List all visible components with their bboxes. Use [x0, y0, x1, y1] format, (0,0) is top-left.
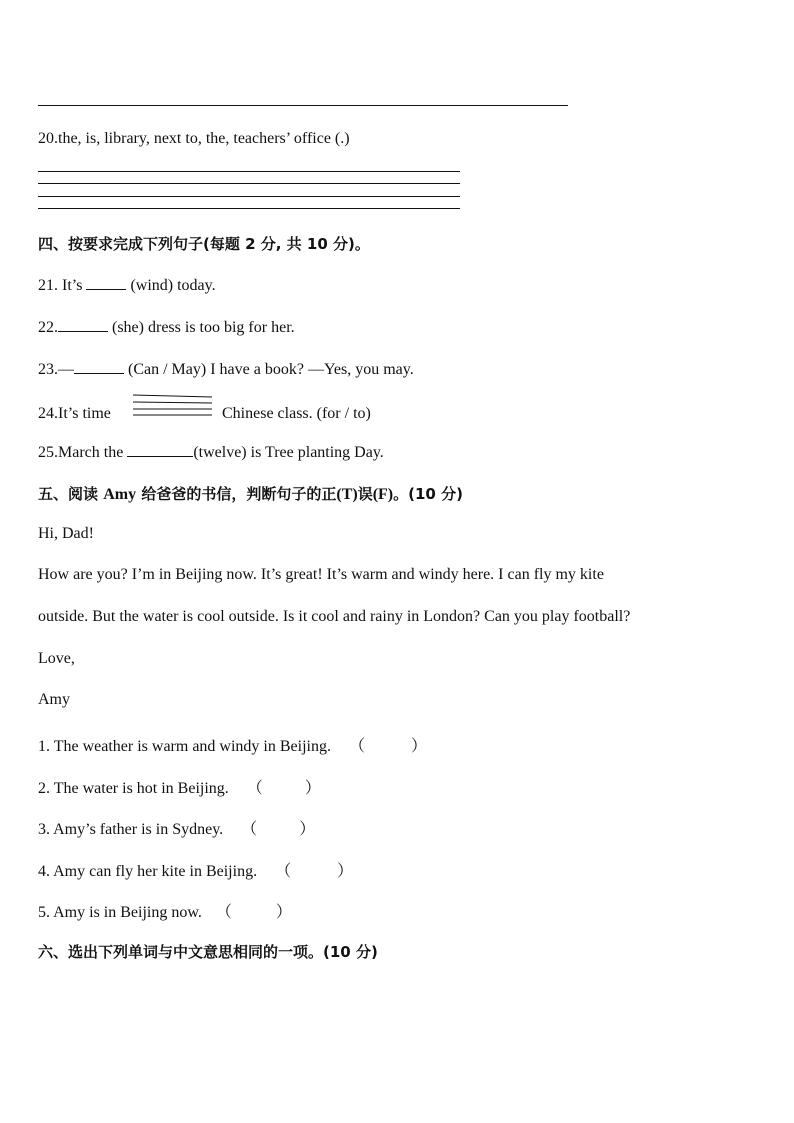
section-4-heading: 四、按要求完成下列句子(每题 2 分, 共 10 分)。: [38, 235, 370, 253]
letter-line-1: How are you? I’m in Beijing now. It’s great! It’s warm and windy here. I can fly my kite: [38, 566, 604, 583]
question-number: 21.: [38, 277, 58, 294]
section-6-heading: 六、选出下列单词与中文意思相同的一项。(10 分): [38, 943, 378, 961]
statement-text: 1. The weather is warm and windy in Beijing.: [38, 738, 331, 755]
heading-part: 误: [357, 485, 373, 503]
heading-part: 给爸爸的书信，判断句子的正: [136, 485, 337, 503]
answer-bracket[interactable]: （ ）: [241, 821, 316, 838]
question-22: [38, 317, 295, 337]
question-24: [38, 405, 111, 423]
question-text-after: (wind) today.: [130, 277, 216, 294]
answer-line-20-4: [38, 208, 460, 209]
statement-2: [38, 775, 321, 798]
letter-greeting: Hi, Dad!: [38, 525, 94, 542]
question-20: [38, 130, 350, 148]
answer-line-20-1: [38, 171, 460, 172]
question-25: [38, 442, 384, 462]
question-text-before: March the: [58, 444, 124, 461]
answer-line-20-3: [38, 196, 460, 197]
section-5-heading: [38, 483, 463, 504]
question-text-after: (twelve) is Tree planting Day.: [193, 444, 384, 461]
question-24-after: Chinese class. (for / to): [222, 405, 371, 422]
question-text-before: It’s: [62, 277, 83, 294]
statement-4: [38, 858, 353, 881]
answer-bracket[interactable]: （ ）: [348, 738, 428, 755]
question-23: [38, 359, 414, 379]
letter-signature: Amy: [38, 691, 70, 708]
answer-blank[interactable]: [127, 442, 193, 457]
question-text-after: (Can / May) I have a book? —Yes, you may.: [128, 361, 414, 378]
heading-name: Amy: [103, 486, 137, 503]
question-number: 20.: [38, 130, 58, 147]
letter-line-2: outside. But the water is cool outside. Is it cool and rainy in London? Can you play football?: [38, 608, 631, 625]
answer-line-19: [38, 105, 568, 106]
statement-text: 5. Amy is in Beijing now.: [38, 904, 202, 921]
question-number: 25.: [38, 444, 58, 461]
question-21: [38, 275, 216, 295]
question-number: 22.: [38, 319, 58, 336]
answer-bracket[interactable]: （ ）: [275, 863, 354, 880]
heading-false-mark: (F): [372, 486, 394, 503]
answer-blank[interactable]: [58, 317, 108, 332]
question-number: 24.: [38, 405, 58, 422]
answer-blank[interactable]: [74, 359, 124, 374]
question-text-after: (she) dress is too big for her.: [112, 319, 295, 336]
answer-blank[interactable]: [86, 275, 126, 290]
question-text: the, is, library, next to, the, teachers’ office (.): [58, 130, 350, 147]
statement-text: 2. The water is hot in Beijing.: [38, 780, 229, 797]
answer-bracket[interactable]: （ ）: [215, 904, 292, 921]
statement-3: [38, 816, 315, 839]
letter-closing: Love,: [38, 650, 75, 667]
statement-5: [38, 899, 292, 922]
question-text-before: It’s time: [58, 405, 111, 422]
answer-line-20-2: [38, 183, 460, 184]
heading-part: 五、阅读: [38, 485, 104, 503]
statement-text: 4. Amy can fly her kite in Beijing.: [38, 863, 258, 880]
answer-blank-lines-24[interactable]: [130, 392, 216, 420]
statement-text: 3. Amy’s father is in Sydney.: [38, 821, 224, 838]
statement-1: [38, 733, 427, 756]
question-number: 23.: [38, 361, 58, 378]
dialogue-dash: —: [58, 361, 74, 378]
heading-part: 。(10 分): [393, 485, 463, 503]
heading-true-mark: (T): [336, 486, 358, 503]
answer-bracket[interactable]: （ ）: [246, 780, 321, 797]
